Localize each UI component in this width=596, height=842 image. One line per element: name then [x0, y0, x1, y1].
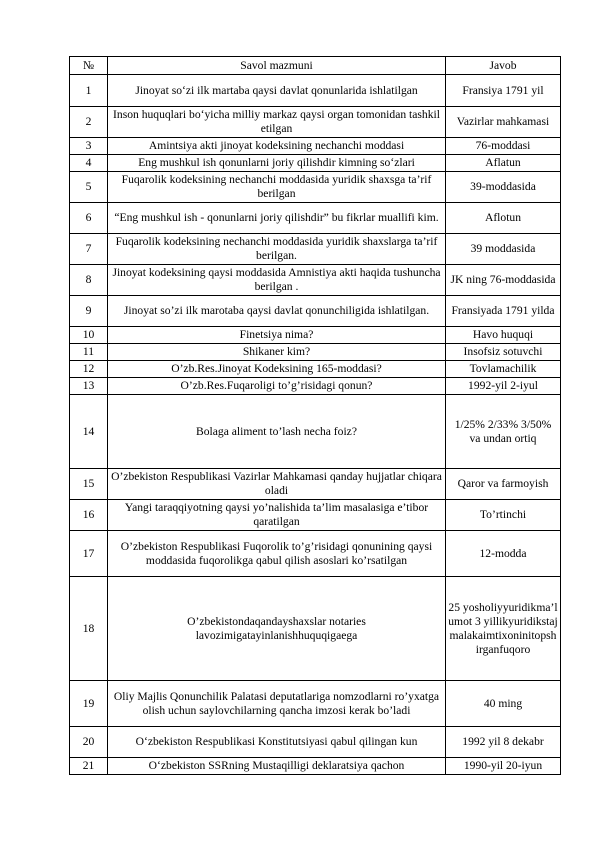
- row-question: Finetsiya nima?: [108, 327, 446, 344]
- table-row: [70, 107, 561, 138]
- row-question: Oliy Majlis Qonunchilik Palatasi deputatlariga nomzodlarni ro’yxatga olish uchun saylovchilarning qancha imzosi kerak bo’ladi: [108, 681, 446, 727]
- row-number: 5: [70, 172, 108, 203]
- row-question: O‘zbekiston Respublikasi Konstitutsiyasi qabul qilingan kun: [108, 727, 446, 758]
- row-answer: Aflotun: [446, 203, 561, 234]
- row-question: Jinoyat so’zi ilk marotaba qaysi davlat qonunchiligida ishlatilgan.: [108, 296, 446, 327]
- row-number: 20: [70, 727, 108, 758]
- row-answer: To’rtinchi: [446, 500, 561, 531]
- row-number: 3: [70, 138, 108, 155]
- table-row: [70, 172, 561, 203]
- row-number: 7: [70, 234, 108, 265]
- table-row: [70, 758, 561, 775]
- table-row: [70, 155, 561, 172]
- row-answer: Tovlamachilik: [446, 361, 561, 378]
- row-answer: Insofsiz sotuvchi: [446, 344, 561, 361]
- table-row: [70, 531, 561, 577]
- row-answer: 76-moddasi: [446, 138, 561, 155]
- header-answer: Javob: [446, 57, 561, 75]
- row-answer: 1990-yil 20-iyun: [446, 758, 561, 775]
- row-answer: 1992 yil 8 dekabr: [446, 727, 561, 758]
- header-number: №: [70, 57, 108, 75]
- row-answer: Aflatun: [446, 155, 561, 172]
- table-row: [70, 265, 561, 296]
- table-row: [70, 296, 561, 327]
- row-question: O’zbekiston Respublikasi Fuqorolik to’g’risidagi qonunining qaysi moddasida fuqorolikga qabul qilish asoslari ko’rsatilgan: [108, 531, 446, 577]
- row-answer: Havo huquqi: [446, 327, 561, 344]
- table-row: [70, 344, 561, 361]
- table-row: [70, 577, 561, 681]
- row-question: “Eng mushkul ish - qonunlarni joriy qilishdir” bu fikrlar muallifi kim.: [108, 203, 446, 234]
- row-question: Fuqarolik kodeksining nechanchi moddasida yuridik shaxslarga ta’rif berilgan.: [108, 234, 446, 265]
- table-row: [70, 234, 561, 265]
- row-answer: Fransiya 1791 yil: [446, 75, 561, 107]
- table-row: [70, 361, 561, 378]
- table-row: [70, 395, 561, 469]
- row-answer: 39 moddasida: [446, 234, 561, 265]
- row-question: O‘zbekiston SSRning Mustaqilligi deklaratsiya qachon: [108, 758, 446, 775]
- table-row: [70, 500, 561, 531]
- row-number: 9: [70, 296, 108, 327]
- row-question: Jinoyat kodeksining qaysi moddasida Amnistiya akti haqida tushuncha berilgan .: [108, 265, 446, 296]
- row-question: O’zbekiston Respublikasi Vazirlar Mahkamasi qanday hujjatlar chiqara oladi: [108, 469, 446, 500]
- row-answer: Fransiyada 1791 yilda: [446, 296, 561, 327]
- row-question: Inson huquqlari bo‘yicha milliy markaz qaysi organ tomonidan tashkil etilgan: [108, 107, 446, 138]
- row-question: O’zb.Res.Fuqaroligi to’g’risidagi qonun?: [108, 378, 446, 395]
- row-answer: 12-modda: [446, 531, 561, 577]
- row-question: Jinoyat so‘zi ilk martaba qaysi davlat qonunlarida ishlatilgan: [108, 75, 446, 107]
- row-number: 17: [70, 531, 108, 577]
- row-answer: 39-moddasida: [446, 172, 561, 203]
- header-question: Savol mazmuni: [108, 57, 446, 75]
- row-number: 21: [70, 758, 108, 775]
- row-question: Shikaner kim?: [108, 344, 446, 361]
- row-answer: Qaror va farmoyish: [446, 469, 561, 500]
- table-row: [70, 75, 561, 107]
- row-question: O’zb.Res.Jinoyat Kodeksining 165-moddasi?: [108, 361, 446, 378]
- table-row: [70, 727, 561, 758]
- row-answer: 25 yosholiyyuridikma’lumot 3 yillikyuridikstajmalakaimtixoninitopshirganfuqoro: [446, 577, 561, 681]
- table-row: [70, 469, 561, 500]
- table-row: [70, 327, 561, 344]
- row-answer: 40 ming: [446, 681, 561, 727]
- row-number: 16: [70, 500, 108, 531]
- table-row: [70, 138, 561, 155]
- row-question: Eng mushkul ish qonunlarni joriy qilishdir kimning so‘zlari: [108, 155, 446, 172]
- table-row: [70, 378, 561, 395]
- row-number: 1: [70, 75, 108, 107]
- row-number: 11: [70, 344, 108, 361]
- row-question: O’zbekistondaqandayshaxslar notaries lavozimigatayinlanishhuquqigaega: [108, 577, 446, 681]
- row-number: 19: [70, 681, 108, 727]
- row-answer: JK ning 76-moddasida: [446, 265, 561, 296]
- row-question: Bolaga aliment to’lash necha foiz?: [108, 395, 446, 469]
- row-number: 4: [70, 155, 108, 172]
- row-number: 15: [70, 469, 108, 500]
- row-number: 18: [70, 577, 108, 681]
- row-number: 13: [70, 378, 108, 395]
- row-number: 2: [70, 107, 108, 138]
- row-question: Yangi taraqqiyotning qaysi yo’nalishida ta’lim masalasiga e’tibor qaratilgan: [108, 500, 446, 531]
- qa-table: [69, 56, 561, 775]
- row-answer: 1/25% 2/33% 3/50% va undan ortiq: [446, 395, 561, 469]
- row-question: Fuqarolik kodeksining nechanchi moddasida yuridik shaxsga ta’rif berilgan: [108, 172, 446, 203]
- row-answer: Vazirlar mahkamasi: [446, 107, 561, 138]
- row-number: 10: [70, 327, 108, 344]
- row-question: Amintsiya akti jinoyat kodeksining nechanchi moddasi: [108, 138, 446, 155]
- row-number: 6: [70, 203, 108, 234]
- row-number: 12: [70, 361, 108, 378]
- row-number: 8: [70, 265, 108, 296]
- row-answer: 1992-yil 2-iyul: [446, 378, 561, 395]
- table-row: [70, 681, 561, 727]
- table-header-row: [70, 57, 561, 75]
- table-row: [70, 203, 561, 234]
- row-number: 14: [70, 395, 108, 469]
